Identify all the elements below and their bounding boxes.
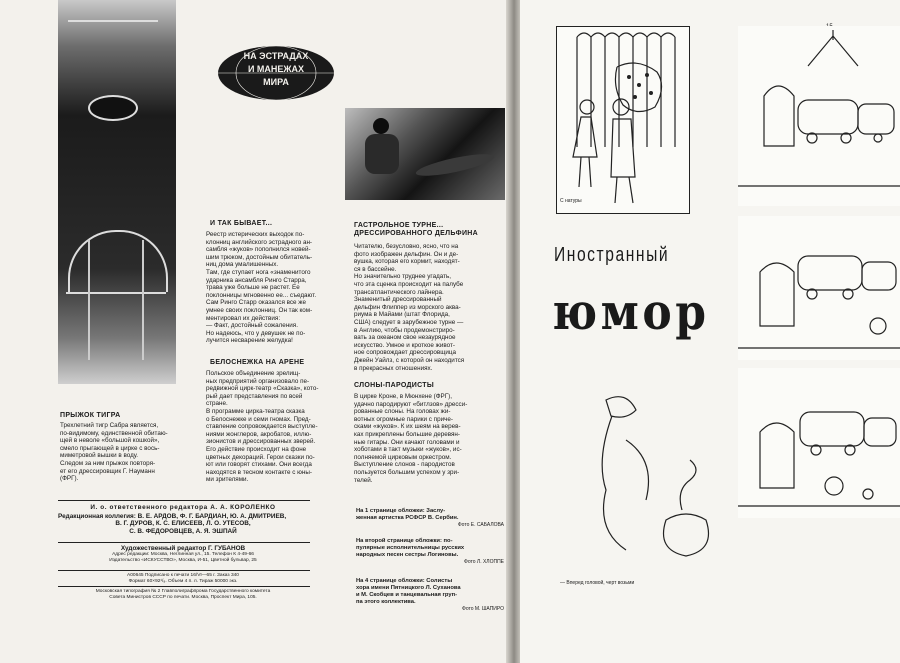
imprint-details <box>58 545 308 564</box>
title-line2: юмор <box>552 282 710 341</box>
imprint-editor: И. о. ответственного редактора А. А. КОРОЛЕНКО <box>90 504 276 511</box>
imprint-board-3: С. В. ФЕДОРОВЦЕВ, А. Я. ЭШПАЙ <box>129 527 237 535</box>
article3-text: Читателю, безусловно, ясно, что на фото изображен дельфин. Он и де- вушка, которая его кормит, находят- ся в бассейне. Но значительно труднее угадать, что эта сценка происходит на палубе трансатлантического лайнера. Знаменитый дрессированный дельфин Флиппер из морского аква- риума в Майами (штат Флорида, США) следует в зарубежное турне — в Англию, чтобы продемонстриро- вать за океаном свое незаурядное искусство. Умное и кроткое живот- ное сопровождает дрессировщица Джейн Уайлз, с которой он находится в прекрасных отношениях. <box>354 243 465 372</box>
imprint-art-editor: Художественный редактор Г. ГУБАНОВ <box>120 545 246 552</box>
cover-note-1-credit: Фото Е. САБАЛОВА <box>457 522 504 528</box>
article4-text: В цирке Кроне, в Мюнхене (ФРГ), удачно пародируют «битлзов» дресси- рованные слоны. На головах жи- вотных огромные парики с приче- сками «жуков». К их шеям на верев- ках прикреплены большие деревян- ные гитары. Они качают головами и хоботами в такт музыки «жуков», ис- полняемой цирковым оркестром. Выступление слонов - пародистов пользуется большим успехом у зри- телей. <box>354 393 468 484</box>
imprint-print-1: А00645 Подписано к печати 16/VI—65 г. Заказ 340 <box>127 573 239 578</box>
caravan-panel-2 <box>738 216 900 360</box>
tiger-heading: ПРЫЖОК ТИГРА <box>60 412 121 419</box>
cover-note-2-text: На второй странице обложки: по- пулярные исполнительницы русских народных песен сестры Логиновы. <box>356 538 465 558</box>
article1-heading: И ТАК БЫВАЕТ... <box>210 220 273 227</box>
cover-note-3 <box>356 578 504 613</box>
imprint-lower-rule <box>58 570 310 571</box>
logo-line-3: МИРА <box>263 77 289 87</box>
figure-cartoon <box>556 380 722 570</box>
caravan-panel-1 <box>738 26 900 206</box>
cover-note-3-credit: Фото М. ШАПИРО <box>462 606 504 612</box>
cartoon1-caption: С натуры <box>560 198 582 204</box>
zoo-cartoon <box>556 26 690 214</box>
article2-heading: БЕЛОСНЕЖКА НА АРЕНЕ <box>210 359 305 366</box>
imprint-board-1: Редакционная коллегия: В. Е. АРДОВ, Ф. Г. БАРДИАН, Ю. А. ДМИТРИЕВ, <box>58 513 287 521</box>
tiger-text: Трехлетний тигр Сабра является, по-видимому, единственной обитаю- щей в неволе «большой кошкой», смело прыгающей в цирке с вось- миметровой вышки в воду. Следом за ним прыжок повторя- ет его дрессировщик Г. Науманн (ФРГ). <box>60 422 168 483</box>
imprint-print-2: Формат 60×92¹/₈. Объем 4 п. л. Тираж 50000 экз. <box>128 578 238 584</box>
cover-note-1-text: На 1 странице обложки: Заслу- женная артистка РСФСР В. Сербин. <box>356 508 459 521</box>
imprint-printer-1: Московская типография № 2 Главполиграфпрома Государственного комитета <box>95 589 271 594</box>
cover-note-1 <box>356 508 504 529</box>
article3-heading: ГАСТРОЛЬНОЕ ТУРНЕ... ДРЕССИРОВАННОГО ДЕЛЬФИНА <box>354 222 478 237</box>
caravan-panel-3 <box>738 368 900 518</box>
dolphin-photo <box>345 108 505 200</box>
tiger-jump-photo <box>58 0 176 384</box>
cover-note-2-credit: Фото Л. ХЛОППЕ <box>464 559 504 565</box>
article1-text: Реестр истерических выходок по- клонниц английского эстрадного ан- самбля «жуков» пополнился новей- шим трюком, достойным обитатель- ниц дома умалишенных. Там, где ступает нога «знаменитого ударника ансамбля Ринго Старра, трава уже больше не растет. Ее поклонницы мгновенно ее... съедают. Сам Ринго Старр оказался все же умнее своих поклонниц. Он так ком- ментировал их действия: — Факт, достойный сожаления. Но надеюсь, что у девушек не по- лучится несварение желудка! <box>206 231 317 345</box>
imprint-printer-2: Совета Министров СССР по печати. Москва, Проспект Мира, 105. <box>109 594 257 600</box>
imprint-board-2: В. Г. ДУРОВ, К. С. ЕЛИСЕЕВ, Л. О. УТЕСОВ, <box>115 520 251 528</box>
imprint-bottom-rule <box>58 586 310 587</box>
imprint-address-1: Адрес редакции: Москва, Неглинная ул., 15. Телефон К 4-49-66 <box>112 552 254 558</box>
right-page <box>520 0 900 663</box>
logo-line-2: И МАНЕЖАХ <box>247 64 305 74</box>
article4-heading: СЛОНЫ-ПАРОДИСТЫ <box>354 382 435 389</box>
cover-note-2 <box>356 538 504 566</box>
imprint-address-2: Издательство «ИСКУССТВО», Москва, И-51, Цветной бульвар, 25 <box>109 558 257 563</box>
section-logo <box>216 44 336 102</box>
title-line1: Иностранный <box>554 244 670 266</box>
logo-line-1: НА ЭСТРАДАХ <box>243 51 309 61</box>
cartoon2-caption: — Вперед головой, черт возьми <box>560 580 635 586</box>
page-number: 15 <box>826 24 833 30</box>
imprint-mid-rule <box>58 542 310 543</box>
imprint-printer <box>58 589 308 601</box>
imprint-print-info <box>58 573 308 585</box>
imprint <box>58 504 308 535</box>
cover-note-3-text: На 4 странице обложки: Солисты хора имени Пятницкого Л. Суханова и М. Скобцев и танцевальная груп- па этого коллектива. <box>356 578 461 605</box>
article2-text: Польское объединение зрелищ- ных предприятий организовало пе- редвижной цирк-театр «Сказка», кото- рый дает представления по всей стране. В программе цирка-театра сказка о Белоснежке и семи гномах. Пред- ставление сопровождается выступле- ниями жонглеров, акробатов, иллю- зионистов и дрессированных зверей. Его действие происходит на фоне цветных декораций. Герои сказки по- ют или говорят стихами. Они всегда находятся в тесном контакте с юны- ми зрителями. <box>206 370 319 484</box>
imprint-top-rule <box>58 500 310 501</box>
